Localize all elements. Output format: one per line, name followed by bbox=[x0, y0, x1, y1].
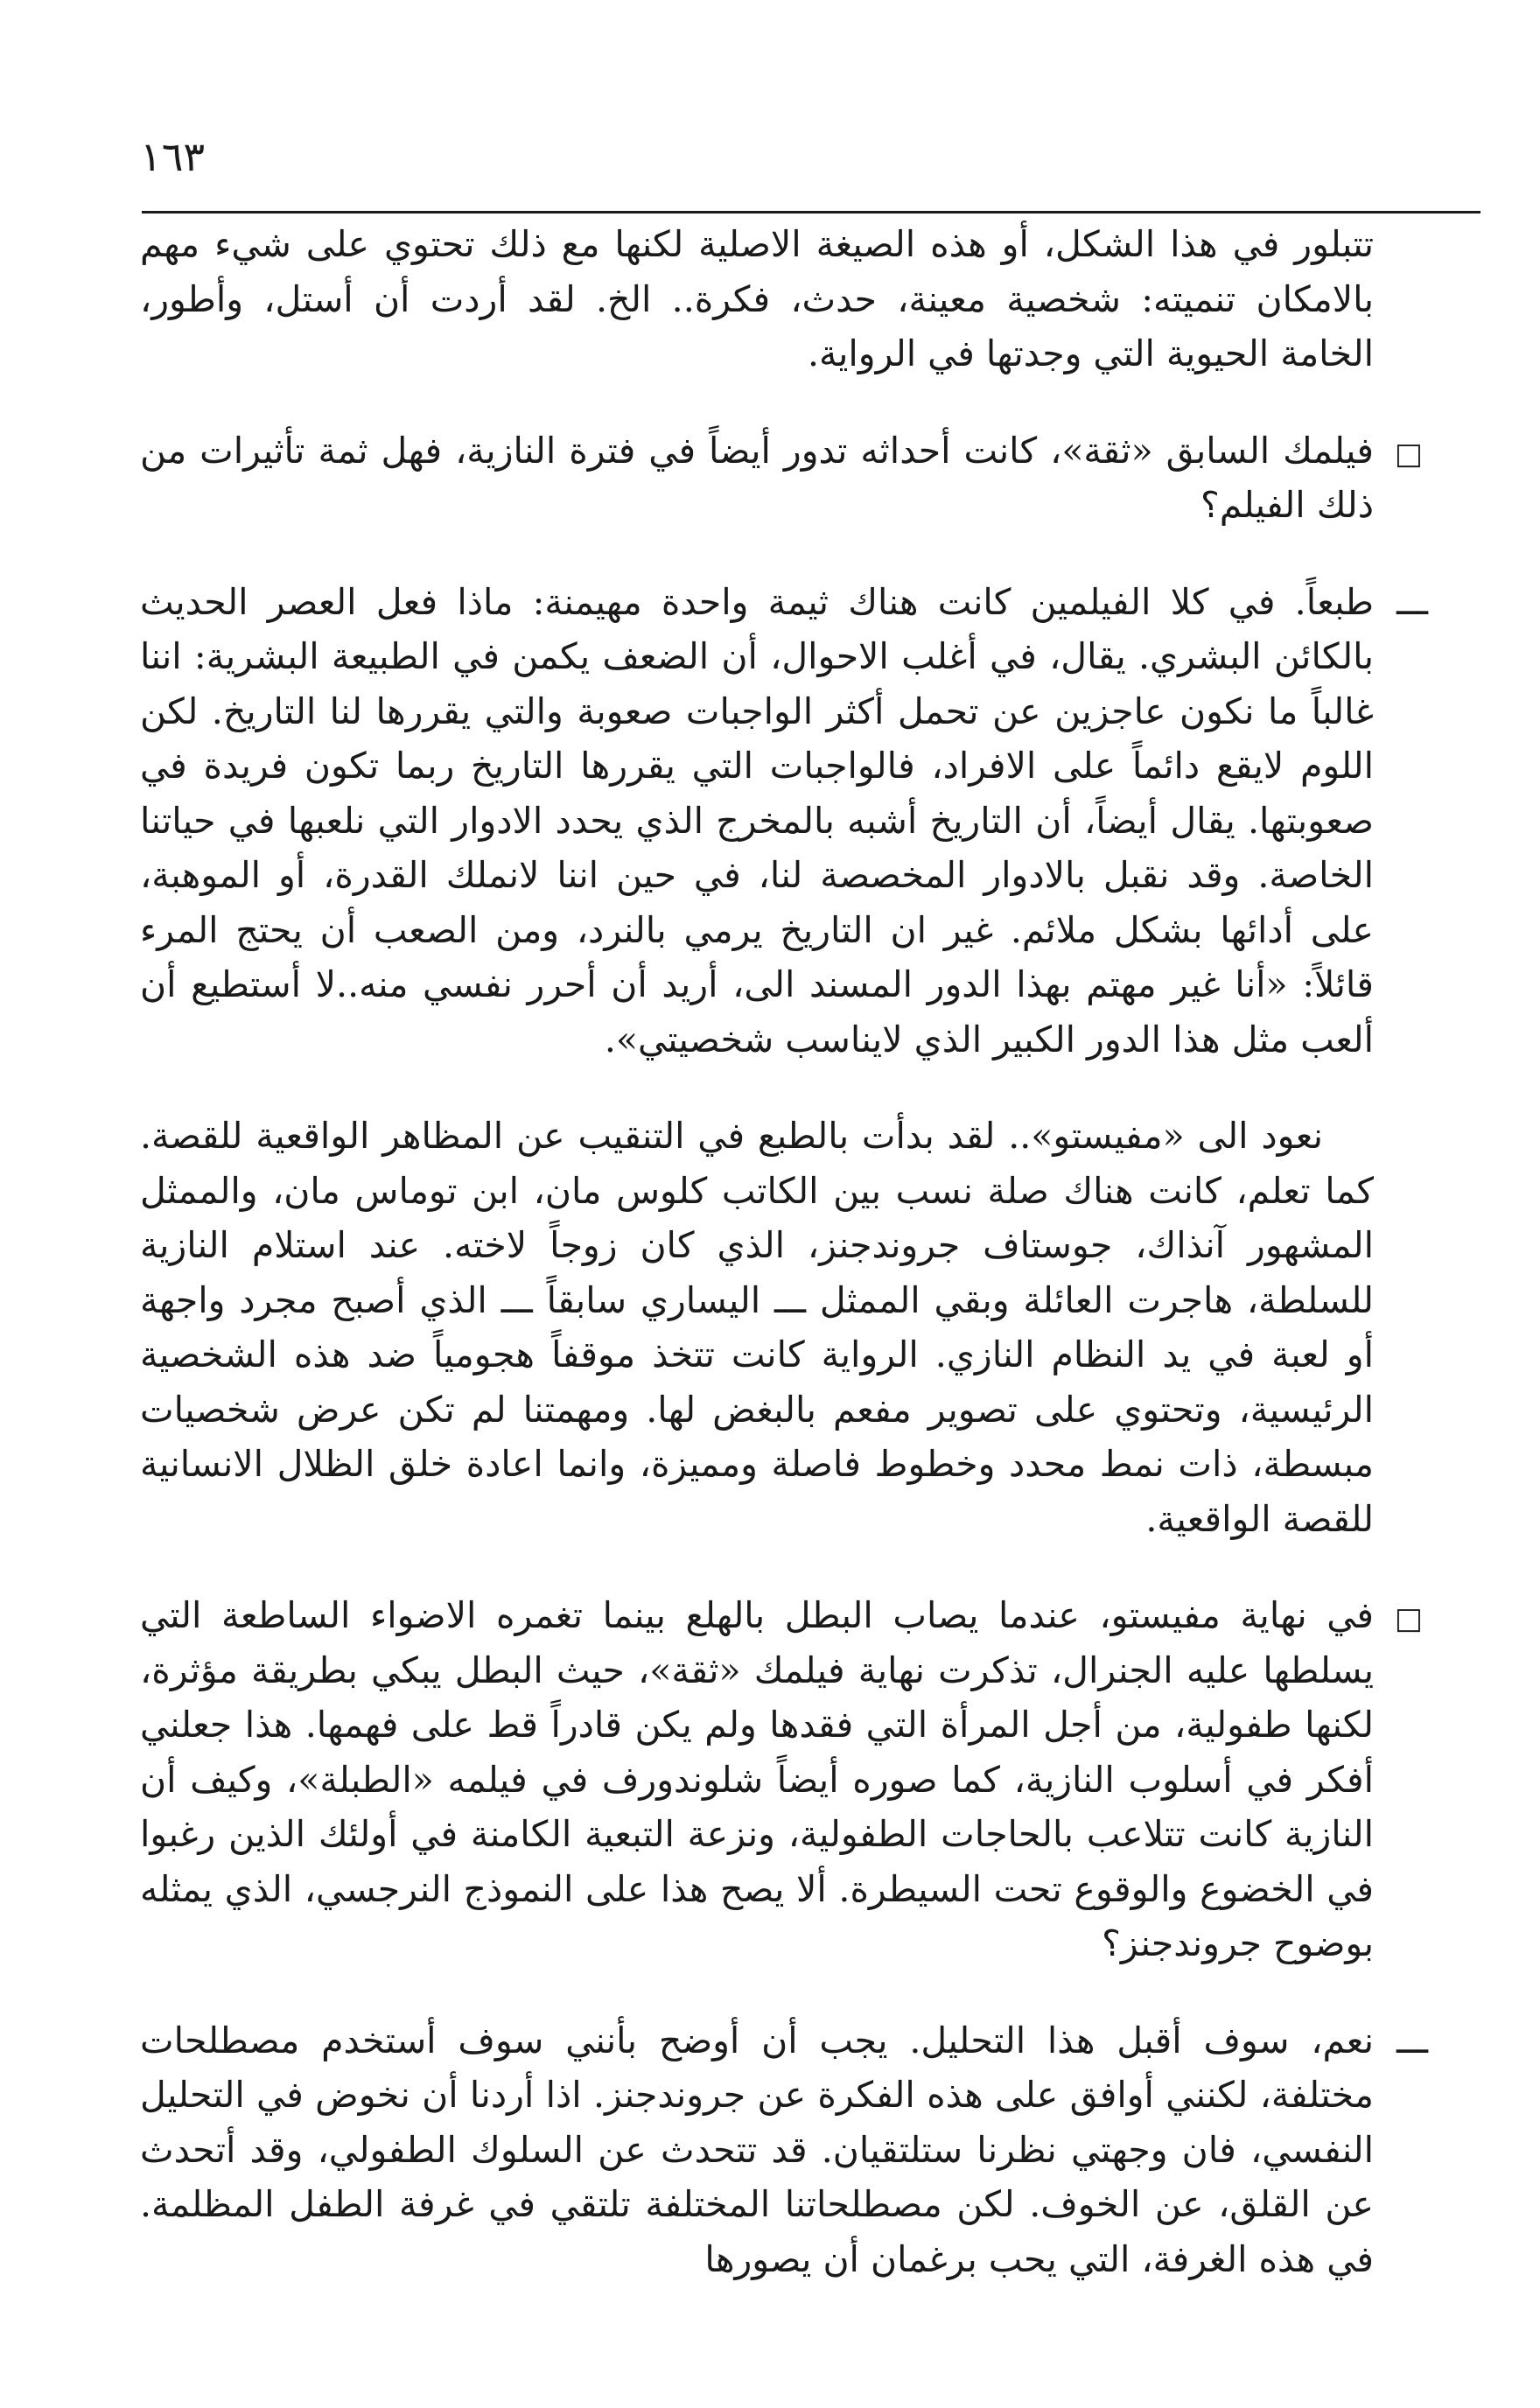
header-rule bbox=[142, 211, 1480, 214]
paragraph-text: فيلمك السابق «ثقة»، كانت أحداثه تدور أيضاً في فترة النازية، فهل ثمة تأثيرات من ذلك الفيلم؟ bbox=[140, 429, 1374, 526]
paragraph-text: طبعاً. في كلا الفيلمين كانت هناك ثيمة واحدة مهيمنة: ماذا فعل العصر الحديث بالكائن البشري. يقال، في أغلب الاحوال، أن الضعف يكمن في الطبيعة البشرية: اننا غالباً ما نكون عاجزين عن تحمل أكثر الواجبات صعوبة والتي يقررها لنا التاريخ. لكن اللوم لايقع دائماً على الافراد، فالواجبات التي يقررها التاريخ ربما تكون فريدة في صعوبتها. يقال أيضاً، أن التاريخ أشبه بالمخرج الذي يحدد الادوار التي نلعبها في حياتنا الخاصة. وقد نقبل بالادوار المخصصة لنا، في حين اننا لانملك القدرة، أو الموهبة، على أدائها بشكل ملائم. غير ان التاريخ يرمي بالنرد، ومن الصعب أن يحتج المرء قائلاً: «أنا غير مهتم بهذا الدور المسند الى، أريد أن أحرر نفسي منه..لا أستطيع أن ألعب مثل هذا الدور الكبير الذي لايناسب شخصيتي». bbox=[140, 580, 1374, 1060]
paragraph-text: تتبلور في هذا الشكل، أو هذه الصيغة الاصلية لكنها مع ذلك تحتوي على شيء مهم بالامكان تنميته: شخصية معينة، حدث، فكرة.. الخ. لقد أردت أن أستل، وأطور، الخامة الحيوية التي وجدتها في الرواية. bbox=[140, 223, 1374, 374]
question-square-icon: □ bbox=[1394, 436, 1423, 472]
paragraph-text: نعود الى «مفيستو».. لقد بدأت بالطبع في التنقيب عن المظاهر الواقعية للقصة. كما تعلم، كانت هناك صلة نسب بين الكاتب كلوس مان، ابن توماس مان، والممثل المشهور آنذاك، جوستاف جروندجنز، الذي كان زوجاً لاخته. عند استلام النازية للسلطة، هاجرت العائلة وبقي الممثل ـــ اليساري سابقاً ـــ الذي أصبح مجرد واجهة أو لعبة في يد النظام النازي. الرواية كانت تتخذ موقفاً هجومياً ضد هذه الشخصية الرئيسية، وتحتوي على تصوير مفعم بالبغض لها. ومهمتنا لم تكن عرض شخصيات مبسطة، ذات نمط محدد وخطوط فاصلة ومميزة، وانما اعادة خلق الظلال الانسانية للقصة الواقعية. bbox=[140, 1115, 1374, 1540]
answer-dash-icon: ـــ bbox=[1396, 2019, 1428, 2062]
paragraph-text: في نهاية مفيستو، عندما يصاب البطل بالهلع بينما تغمره الاضواء الساطعة التي يسلطها عليه الجنرال، تذكرت نهاية فيلمك «ثقة»، حيث البطل يبكي بطريقة مؤثرة، لكنها طفولية، من أجل المرأة التي فقدها ولم يكن قادراً قط على فهمها. هذا جعلني أفكر في أسلوب النازية، كما صوره أيضاً شلوندورف في فيلمه «الطبلة»، وكيف أن النازية كانت تتلاعب بالحاجات الطفولية، ونزعة التبعية الكامنة في أولئك الذين رغبوا في الخضوع والوقوع تحت السيطرة. ألا يصح هذا على النموذج النرجسي، الذي يمثله بوضوح جروندجنز؟ bbox=[140, 1594, 1374, 1964]
answer-dash-icon: ـــ bbox=[1396, 580, 1428, 623]
page-body bbox=[140, 217, 1428, 2286]
paragraph-indented bbox=[140, 1109, 1374, 1546]
page-number: ١٦٣ bbox=[140, 133, 206, 180]
paragraph-text: نعم، سوف أقبل هذا التحليل. يجب أن أوضح بأنني سوف أستخدم مصطلحات مختلفة، لكنني أوافق على هذه الفكرة عن جروندجنز. اذا أردنا أن نخوض في التحليل النفسي، فان وجهتي نظرنا ستلتقيان. قد تتحدث عن السلوك الطفولي، وقد أتحدث عن القلق، عن الخوف. لكن مصطلحاتنا المختلفة تلتقي في غرفة الطفل المظلمة. في هذه الغرفة، التي يحب برغمان أن يصورها bbox=[140, 2019, 1374, 2280]
paragraph-answer bbox=[140, 2013, 1428, 2287]
paragraph-answer bbox=[140, 575, 1428, 1068]
paragraph-question bbox=[140, 1588, 1423, 1971]
paragraph-answer-continued bbox=[140, 217, 1374, 382]
question-square-icon: □ bbox=[1394, 1601, 1423, 1636]
paragraph-question bbox=[140, 424, 1423, 533]
